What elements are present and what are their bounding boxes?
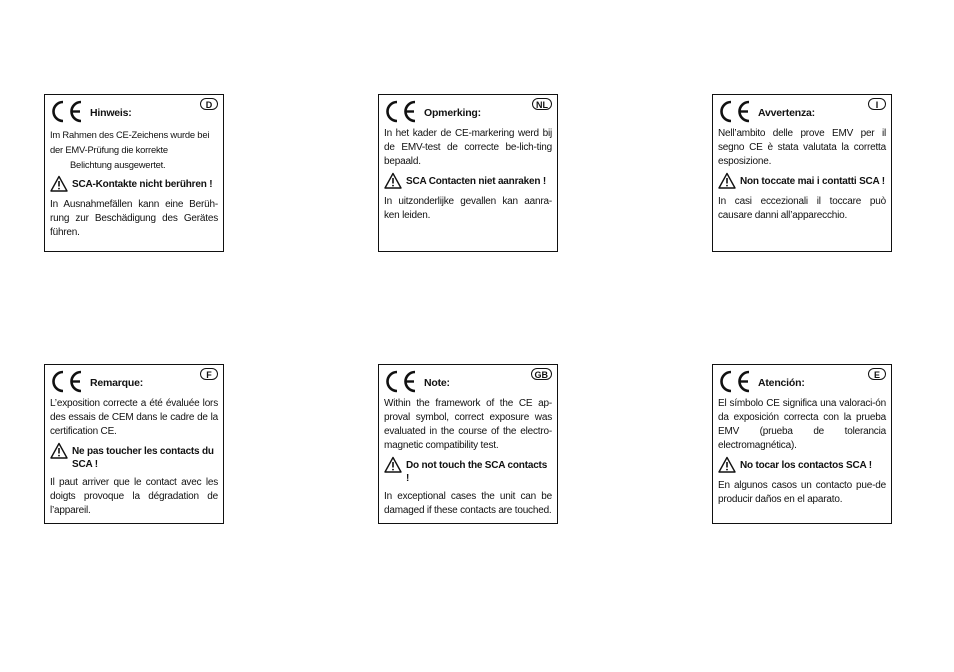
notice-detail: In casi eccezionali il toccare può causare danni all’apparecchio. <box>718 196 886 221</box>
warning-text: SCA-Kontakte nicht berühren ! <box>72 179 213 190</box>
warning-line <box>384 456 552 485</box>
language-badge: I <box>868 98 886 110</box>
notice-text: El símbolo CE significa una valoraci-ón da exposición correcta con la prueba EMV (prueba de tolerancia electromagnética). <box>718 398 886 451</box>
notice-text: Nell’ambito delle prove EMV per il segno CE è stata valutata la corretta esposizione. <box>718 128 886 167</box>
ce-mark-icon <box>718 99 752 123</box>
notice-box-es <box>712 364 892 524</box>
warning-line <box>50 175 218 193</box>
notice-box-it <box>712 94 892 252</box>
notice-title: Remarque: <box>90 377 144 389</box>
warning-triangle-icon <box>718 172 736 189</box>
notice-box-fr <box>44 364 224 524</box>
notice-header <box>50 99 218 127</box>
notice-text: Im Rahmen des CE-Zeichens wurde bei der EMV-Prüfung die korrekte <box>50 129 210 155</box>
language-badge: GB <box>531 368 553 380</box>
notice-text: Within the framework of the CE ap-proval symbol, correct exposure was evaluated in the course of the electro-magnetic compatibility test. <box>384 398 552 451</box>
warning-line <box>50 442 218 471</box>
notice-detail: In Ausnahmefällen kann eine Berüh-rung zur Beschädigung des Gerätes führen. <box>50 199 218 238</box>
language-badge: F <box>200 368 218 380</box>
warning-line <box>718 172 886 190</box>
language-badge: E <box>868 368 886 380</box>
warning-triangle-icon <box>384 456 402 473</box>
warning-text: Ne pas toucher les contacts du SCA ! <box>72 446 214 470</box>
notice-header <box>718 99 886 127</box>
notice-title: Opmerking: <box>424 107 481 119</box>
ce-mark-icon <box>384 99 418 123</box>
warning-text: SCA Contacten niet aanraken ! <box>406 176 546 187</box>
notice-header <box>384 99 552 127</box>
notice-box-nl <box>378 94 558 252</box>
warning-triangle-icon <box>384 172 402 189</box>
warning-text: No tocar los contactos SCA ! <box>740 460 872 471</box>
warning-text: Non toccate mai i contatti SCA ! <box>740 176 885 187</box>
language-badge: D <box>200 98 218 110</box>
ce-mark-icon <box>384 369 418 393</box>
notice-box-de <box>44 94 224 252</box>
warning-line <box>384 172 552 190</box>
warning-triangle-icon <box>718 456 736 473</box>
notice-detail: In exceptional cases the unit can be damaged if these contacts are touched. <box>384 491 552 516</box>
notice-detail: En algunos casos un contacto pue-de producir daños en el aparato. <box>718 480 886 505</box>
ce-mark-icon <box>50 369 84 393</box>
language-badge: NL <box>532 98 552 110</box>
notice-title: Note: <box>424 377 450 389</box>
warning-triangle-icon <box>50 175 68 192</box>
notice-detail: Il paut arriver que le contact avec les doigts provoque la dégradation de l’appareil. <box>50 477 218 516</box>
ce-mark-icon <box>718 369 752 393</box>
notice-box-en <box>378 364 558 524</box>
warning-triangle-icon <box>50 442 68 459</box>
notice-title: Atención: <box>758 377 805 389</box>
notice-text: L’exposition correcte a été évaluée lors des essais de CEM dans le cadre de la certification CE. <box>50 398 218 437</box>
notice-title: Avvertenza: <box>758 107 815 119</box>
warning-text: Do not touch the SCA contacts ! <box>406 460 548 484</box>
notice-detail: In uitzonderlijke gevallen kan aanra-ken leiden. <box>384 196 552 221</box>
ce-mark-icon <box>50 99 84 123</box>
notice-title: Hinweis: <box>90 107 132 119</box>
notice-text: In het kader de CE-markering werd bij de EMV-test de correcte be-lich-ting bepaald. <box>384 128 552 167</box>
notice-text-cont: Belichtung ausgewertet. <box>70 159 166 170</box>
notice-header <box>50 369 218 397</box>
notice-header <box>384 369 552 397</box>
notice-header <box>718 369 886 397</box>
warning-line <box>718 456 886 474</box>
